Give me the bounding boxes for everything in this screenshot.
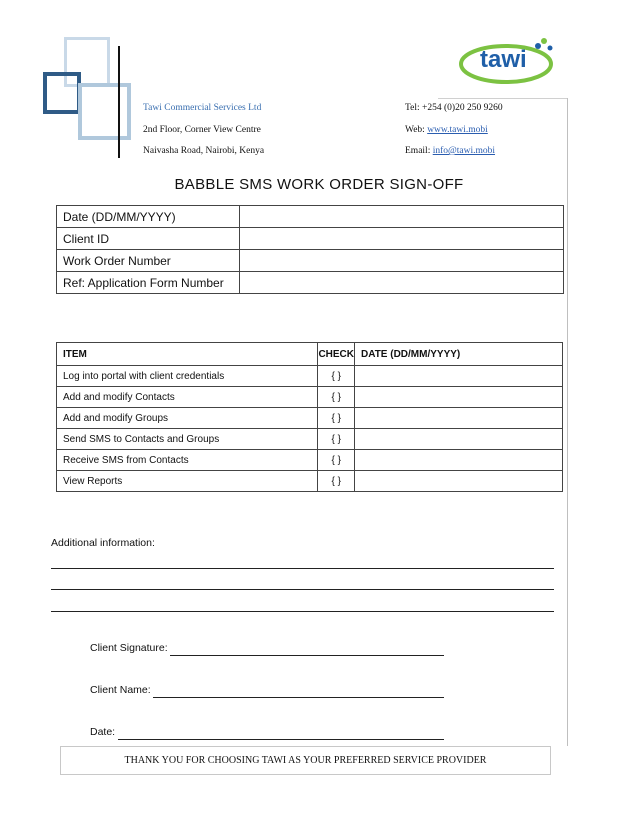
logo-text: tawi	[480, 46, 527, 73]
info-value-field[interactable]	[240, 206, 564, 228]
web-link[interactable]: www.tawi.mobi	[427, 125, 488, 135]
header-check: CHECK	[318, 343, 355, 366]
client-signature-line[interactable]	[170, 655, 444, 656]
footer-banner: THANK YOU FOR CHOOSING TAWI AS YOUR PREFERRED SERVICE PROVIDER	[60, 746, 551, 775]
info-row	[57, 206, 564, 228]
web-line	[405, 125, 488, 135]
decor-square-dark	[43, 72, 81, 114]
checklist-date-field[interactable]	[355, 450, 563, 471]
checklist-checkbox[interactable]: { }	[318, 471, 355, 492]
email-link[interactable]: info@tawi.mobi	[432, 146, 496, 156]
frame-right-line	[567, 98, 568, 746]
checklist-date-field[interactable]	[355, 387, 563, 408]
checklist-item: Add and modify Groups	[57, 408, 318, 429]
checklist-date-field[interactable]	[355, 429, 563, 450]
checklist-checkbox[interactable]: { }	[318, 387, 355, 408]
client-signature-label: Client Signature:	[90, 642, 168, 654]
additional-info-line-2[interactable]	[51, 589, 554, 590]
additional-info-line-3[interactable]	[51, 611, 554, 612]
decor-vertical-line	[118, 46, 120, 158]
checklist-date-field[interactable]	[355, 366, 563, 387]
info-label: Date (DD/MM/YYYY)	[57, 206, 240, 228]
checklist-row	[57, 408, 563, 429]
checklist-item: View Reports	[57, 471, 318, 492]
checklist-item: Send SMS to Contacts and Groups	[57, 429, 318, 450]
tawi-logo	[458, 30, 558, 86]
web-label: Web:	[405, 125, 428, 135]
info-value-field[interactable]	[240, 228, 564, 250]
page-title: BABBLE SMS WORK ORDER SIGN-OFF	[174, 176, 464, 193]
checklist-item: Receive SMS from Contacts	[57, 450, 318, 471]
decor-square-light-bottom	[78, 83, 131, 140]
header-item: ITEM	[57, 343, 318, 366]
address-line-1: 2nd Floor, Corner View Centre	[143, 125, 261, 135]
checklist-row	[57, 471, 563, 492]
checklist-checkbox[interactable]: { }	[318, 366, 355, 387]
frame-top-line	[438, 98, 568, 99]
checklist-row	[57, 387, 563, 408]
checklist-row	[57, 450, 563, 471]
email-line	[405, 146, 495, 156]
info-table	[56, 205, 564, 294]
date-label: Date:	[90, 726, 116, 738]
checklist-date-field[interactable]	[355, 471, 563, 492]
checklist-item: Log into portal with client credentials	[57, 366, 318, 387]
info-value-field[interactable]	[240, 272, 564, 294]
checklist-item: Add and modify Contacts	[57, 387, 318, 408]
client-name-line[interactable]	[153, 697, 444, 698]
header-date: DATE (DD/MM/YYYY)	[355, 343, 563, 366]
checklist-checkbox[interactable]: { }	[318, 429, 355, 450]
address-line-2: Naivasha Road, Nairobi, Kenya	[143, 146, 265, 156]
info-row	[57, 228, 564, 250]
info-value-field[interactable]	[240, 250, 564, 272]
checklist-header-row	[57, 343, 563, 366]
additional-info-line-1[interactable]	[51, 568, 554, 569]
checklist-checkbox[interactable]: { }	[318, 408, 355, 429]
checklist-row	[57, 366, 563, 387]
info-label: Ref: Application Form Number	[57, 272, 240, 294]
info-row	[57, 250, 564, 272]
info-label: Client ID	[57, 228, 240, 250]
additional-info-label: Additional information:	[51, 537, 155, 549]
email-label: Email:	[405, 146, 433, 156]
client-name-label: Client Name:	[90, 684, 151, 696]
telephone: Tel: +254 (0)20 250 9260	[405, 103, 503, 113]
company-name: Tawi Commercial Services Ltd	[143, 103, 262, 113]
checklist-row	[57, 429, 563, 450]
checklist-table	[56, 342, 563, 492]
info-row	[57, 272, 564, 294]
checklist-date-field[interactable]	[355, 408, 563, 429]
checklist-checkbox[interactable]: { }	[318, 450, 355, 471]
info-label: Work Order Number	[57, 250, 240, 272]
date-line[interactable]	[118, 739, 444, 740]
